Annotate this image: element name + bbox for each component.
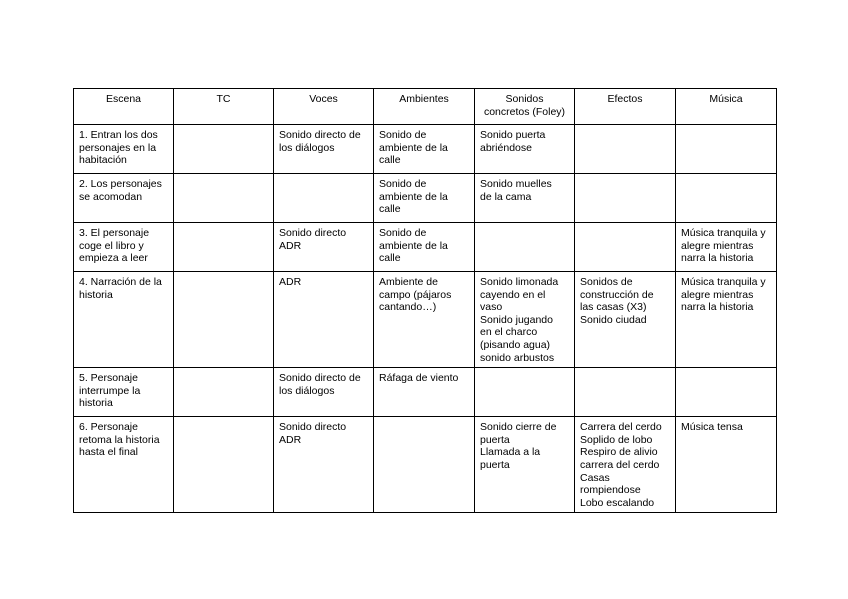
cell-voces: Sonido directo ADR: [274, 417, 374, 513]
cell-ambientes: Ráfaga de viento: [374, 368, 475, 417]
cell-ambientes: Sonido de ambiente de la calle: [374, 174, 475, 223]
cell-sonidos-concretos: Sonido muelles de la cama: [475, 174, 575, 223]
cell-tc: [174, 417, 274, 513]
cell-musica: Música tensa: [676, 417, 777, 513]
table-row: [74, 368, 777, 417]
cell-ambientes: Ambiente de campo (pájaros cantando…): [374, 272, 475, 368]
cell-voces: Sonido directo de los diálogos: [274, 368, 374, 417]
cell-voces: Sonido directo ADR: [274, 223, 374, 272]
header-tc: TC: [174, 89, 274, 125]
cell-tc: [174, 272, 274, 368]
cell-voces: Sonido directo de los diálogos: [274, 125, 374, 174]
cell-sonidos-concretos: Sonido limonada cayendo en el vaso Sonido jugando en el charco (pisando agua) sonido arbustos: [475, 272, 575, 368]
header-musica: Música: [676, 89, 777, 125]
cell-efectos: [575, 368, 676, 417]
cell-efectos: [575, 174, 676, 223]
cell-efectos: Sonidos de construcción de las casas (X3) Sonido ciudad: [575, 272, 676, 368]
cell-sonidos-concretos: [475, 223, 575, 272]
header-ambientes: Ambientes: [374, 89, 475, 125]
cell-escena: 1. Entran los dos personajes en la habitación: [74, 125, 174, 174]
cell-escena: 3. El personaje coge el libro y empieza a leer: [74, 223, 174, 272]
cell-voces: [274, 174, 374, 223]
cell-musica: Música tranquila y alegre mientras narra la historia: [676, 223, 777, 272]
header-efectos: Efectos: [575, 89, 676, 125]
cell-ambientes: [374, 417, 475, 513]
header-escena: Escena: [74, 89, 174, 125]
header-sonidos-concretos: Sonidos concretos (Foley): [475, 89, 575, 125]
cell-escena: 5. Personaje interrumpe la historia: [74, 368, 174, 417]
cell-sonidos-concretos: Sonido cierre de puerta Llamada a la puerta: [475, 417, 575, 513]
cell-tc: [174, 223, 274, 272]
cell-voces: ADR: [274, 272, 374, 368]
cell-escena: 6. Personaje retoma la historia hasta el final: [74, 417, 174, 513]
table-header-row: [74, 89, 777, 125]
header-voces: Voces: [274, 89, 374, 125]
table-row: [74, 125, 777, 174]
cell-tc: [174, 174, 274, 223]
table-row: [74, 223, 777, 272]
cell-escena: 4. Narración de la historia: [74, 272, 174, 368]
cell-musica: Música tranquila y alegre mientras narra la historia: [676, 272, 777, 368]
cell-musica: [676, 125, 777, 174]
cell-sonidos-concretos: [475, 368, 575, 417]
cell-ambientes: Sonido de ambiente de la calle: [374, 223, 475, 272]
table-row: [74, 417, 777, 513]
cell-tc: [174, 368, 274, 417]
cell-efectos: [575, 125, 676, 174]
cell-escena: 2. Los personajes se acomodan: [74, 174, 174, 223]
cell-musica: [676, 174, 777, 223]
table-row: [74, 174, 777, 223]
cell-sonidos-concretos: Sonido puerta abriéndose: [475, 125, 575, 174]
cell-musica: [676, 368, 777, 417]
cell-tc: [174, 125, 274, 174]
cell-ambientes: Sonido de ambiente de la calle: [374, 125, 475, 174]
table-row: [74, 272, 777, 368]
cell-efectos: [575, 223, 676, 272]
cell-efectos: Carrera del cerdo Soplido de lobo Respiro de alivio carrera del cerdo Casas rompiendose Lobo escalando: [575, 417, 676, 513]
sound-design-table: [73, 88, 777, 513]
